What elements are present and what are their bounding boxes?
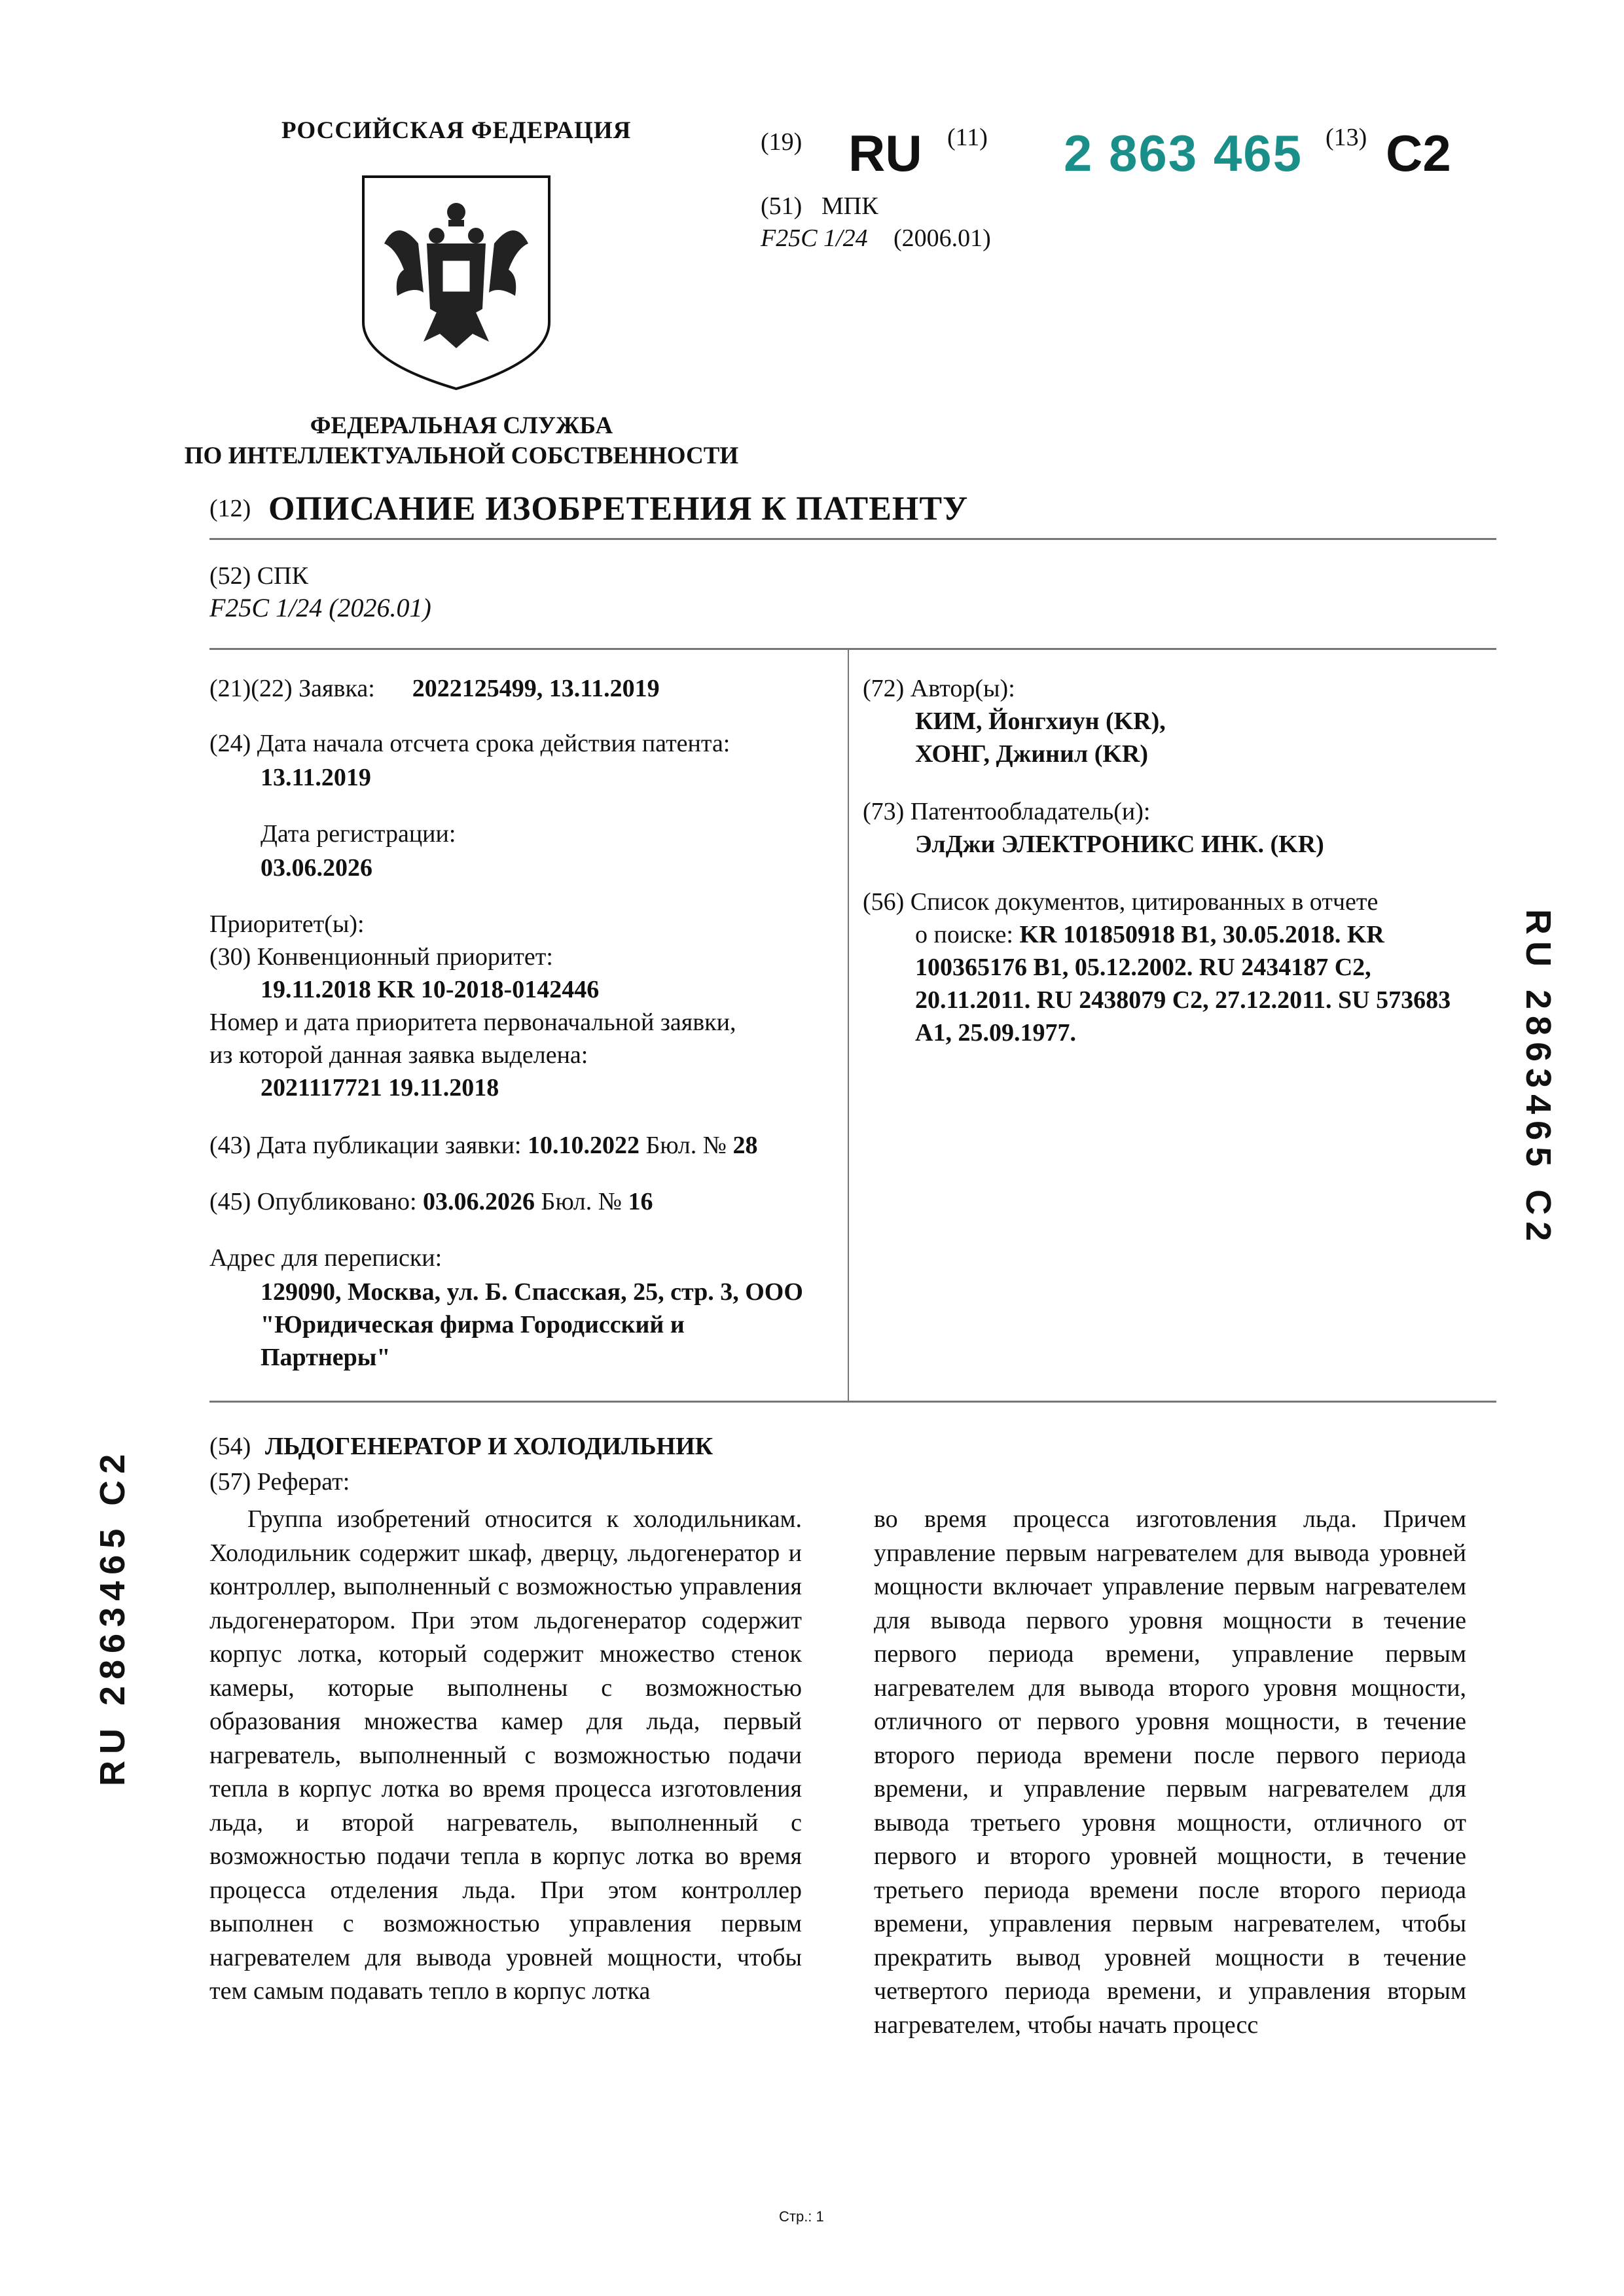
ipc-label: МПК (821, 192, 878, 220)
patent-number: 2 863 465 (1064, 124, 1303, 182)
owner-label: (73) Патентообладатель(и): (863, 798, 1151, 825)
column-divider (848, 648, 849, 1401)
application-row (209, 673, 660, 704)
application-label: (21)(22) Заявка: (209, 675, 375, 702)
agency-name (177, 411, 746, 471)
cited-line-3: 20.11.2011. RU 2438079 C2, 27.12.2011. SU 573683 (915, 986, 1451, 1014)
application-publication-date: 10.10.2022 (527, 1132, 640, 1159)
publication-row (209, 1186, 653, 1217)
divider (209, 538, 1496, 540)
address-line-2: "Юридическая фирма Городисский и (261, 1311, 685, 1338)
side-patent-id-right: RU 2863465 C2 (1519, 909, 1558, 1248)
divider (209, 648, 1496, 650)
application-value: 2022125499, 13.11.2019 (412, 675, 660, 702)
term-label: (24) Дата начала отсчета срока действия патента: (209, 730, 731, 757)
application-publication-row (209, 1130, 757, 1161)
country-name: РОССИЙСКАЯ ФЕДЕРАЦИЯ (281, 117, 632, 144)
cited-label-1: (56) Список документов, цитированных в отчете (863, 888, 1379, 916)
bulletin-label: Бюл. № (645, 1132, 727, 1159)
abstract-column-2: во время процесса изготовления льда. Причем управление первым нагревателем для вывода уровней мощности включает управление первым нагревателем для вывода первого уровня мощности в течение первого периода времени, управление первым нагревателем для вывода второго уровня мощности, отличного от первого уровня мощности, в течение второго периода времени после первого периода времени, и управление первым нагревателем для вывода третьего уровня мощности, отличного от первого и второго уровней мощности, в течение третьего периода времени после второго периода времени, управления первым нагревателем, чтобы прекратить вывод уровней мощности в течение четвертого периода времени, и управления вторым нагревателем, чтобы начать процесс (874, 1505, 1466, 2039)
cpc-value: F25C 1/24 (2026.01) (209, 593, 431, 622)
priority-label: Приоритет(ы): (209, 910, 365, 938)
country-code: RU (848, 124, 922, 182)
registration-label: Дата регистрации: (261, 820, 456, 848)
publication-label: (45) Опубликовано: (209, 1188, 417, 1215)
inid-13: (13) (1326, 124, 1367, 151)
address-line-1: 129090, Москва, ул. Б. Спасская, 25, стр. 3, ООО (261, 1278, 803, 1306)
address-line-3: Партнеры" (261, 1344, 391, 1371)
document-title: ОПИСАНИЕ ИЗОБРЕТЕНИЯ К ПАТЕНТУ (268, 490, 969, 528)
agency-line-2: ПО ИНТЕЛЛЕКТУАЛЬНОЙ СОБСТВЕННОСТИ (184, 442, 739, 469)
publication-date: 03.06.2026 (423, 1188, 535, 1215)
ipc-version: (2006.01) (893, 224, 991, 252)
inid-51: (51) (761, 192, 803, 220)
address-label: Адрес для переписки: (209, 1244, 442, 1272)
coat-of-arms-emblem (358, 171, 554, 394)
convention-priority-label: (30) Конвенционный приоритет: (209, 943, 553, 971)
convention-priority-value: 19.11.2018 KR 10-2018-0142446 (261, 976, 600, 1003)
bulletin-number: 16 (628, 1188, 653, 1215)
original-app-value: 2021117721 19.11.2018 (261, 1074, 499, 1102)
divider (209, 1401, 1496, 1403)
author-1: КИМ, Йонгхиун (KR), (915, 708, 1166, 735)
application-publication-label: (43) Дата публикации заявки: (209, 1132, 522, 1159)
inid-12: (12) (209, 495, 251, 522)
inid-54: (54) (209, 1433, 251, 1460)
abstract-label: (57) Реферат: (209, 1468, 350, 1496)
term-value: 13.11.2019 (261, 764, 371, 791)
bulletin-number: 28 (732, 1132, 758, 1159)
kind-code: C2 (1386, 124, 1451, 182)
original-app-label-2: из которой данная заявка выделена: (209, 1041, 588, 1069)
authors-label: (72) Автор(ы): (863, 675, 1015, 702)
cited-line-1: KR 101850918 B1, 30.05.2018. KR (1019, 921, 1384, 948)
invention-title-row (209, 1431, 713, 1462)
page-number: Стр.: 1 (779, 2208, 824, 2225)
cited-label-2: о поиске: (915, 921, 1013, 948)
side-patent-id-left: RU 2863465 C2 (93, 1447, 132, 1786)
bulletin-label: Бюл. № (541, 1188, 622, 1215)
cited-line-2: 100365176 B1, 05.12.2002. RU 2434187 C2, (915, 954, 1371, 981)
cited-row-1 (915, 919, 1384, 950)
original-app-label-1: Номер и дата приоритета первоначальной заявки, (209, 1009, 736, 1036)
owner-value: ЭлДжи ЭЛЕКТРОНИКС ИНК. (KR) (915, 831, 1324, 858)
cpc-label: (52) СПК (209, 562, 308, 590)
author-2: ХОНГ, Джинил (KR) (915, 740, 1149, 768)
inid-11: (11) (947, 124, 988, 151)
cited-line-4: A1, 25.09.1977. (915, 1019, 1076, 1047)
inid-19: (19) (761, 128, 803, 156)
registration-value: 03.06.2026 (261, 854, 372, 882)
ipc-class: F25C 1/24 (761, 224, 868, 252)
agency-line-1: ФЕДЕРАЛЬНАЯ СЛУЖБА (310, 412, 613, 439)
invention-title: ЛЬДОГЕНЕРАТОР И ХОЛОДИЛЬНИК (264, 1433, 713, 1460)
abstract-column-1: Группа изобретений относится к холодильникам. Холодильник содержит шкаф, дверцу, льдогенератор и контроллер, выполненный с возможностью управления льдогенератором. При этом льдогенератор содержит корпус лотка, который содержит множество стенок камеры, которые выполнены с возможностью образования множества камер для льда, первый нагреватель, выполненный с возможностью подачи тепла в корпус лотка во время процесса изготовления льда, и второй нагреватель, выполненный с возможностью подачи тепла в корпус лотка во время процесса отделения льда. При этом контроллер выполнен с возможностью управления первым нагревателем для вывода уровней мощности, чтобы тем самым подавать тепло в корпус лотка (209, 1505, 802, 2005)
